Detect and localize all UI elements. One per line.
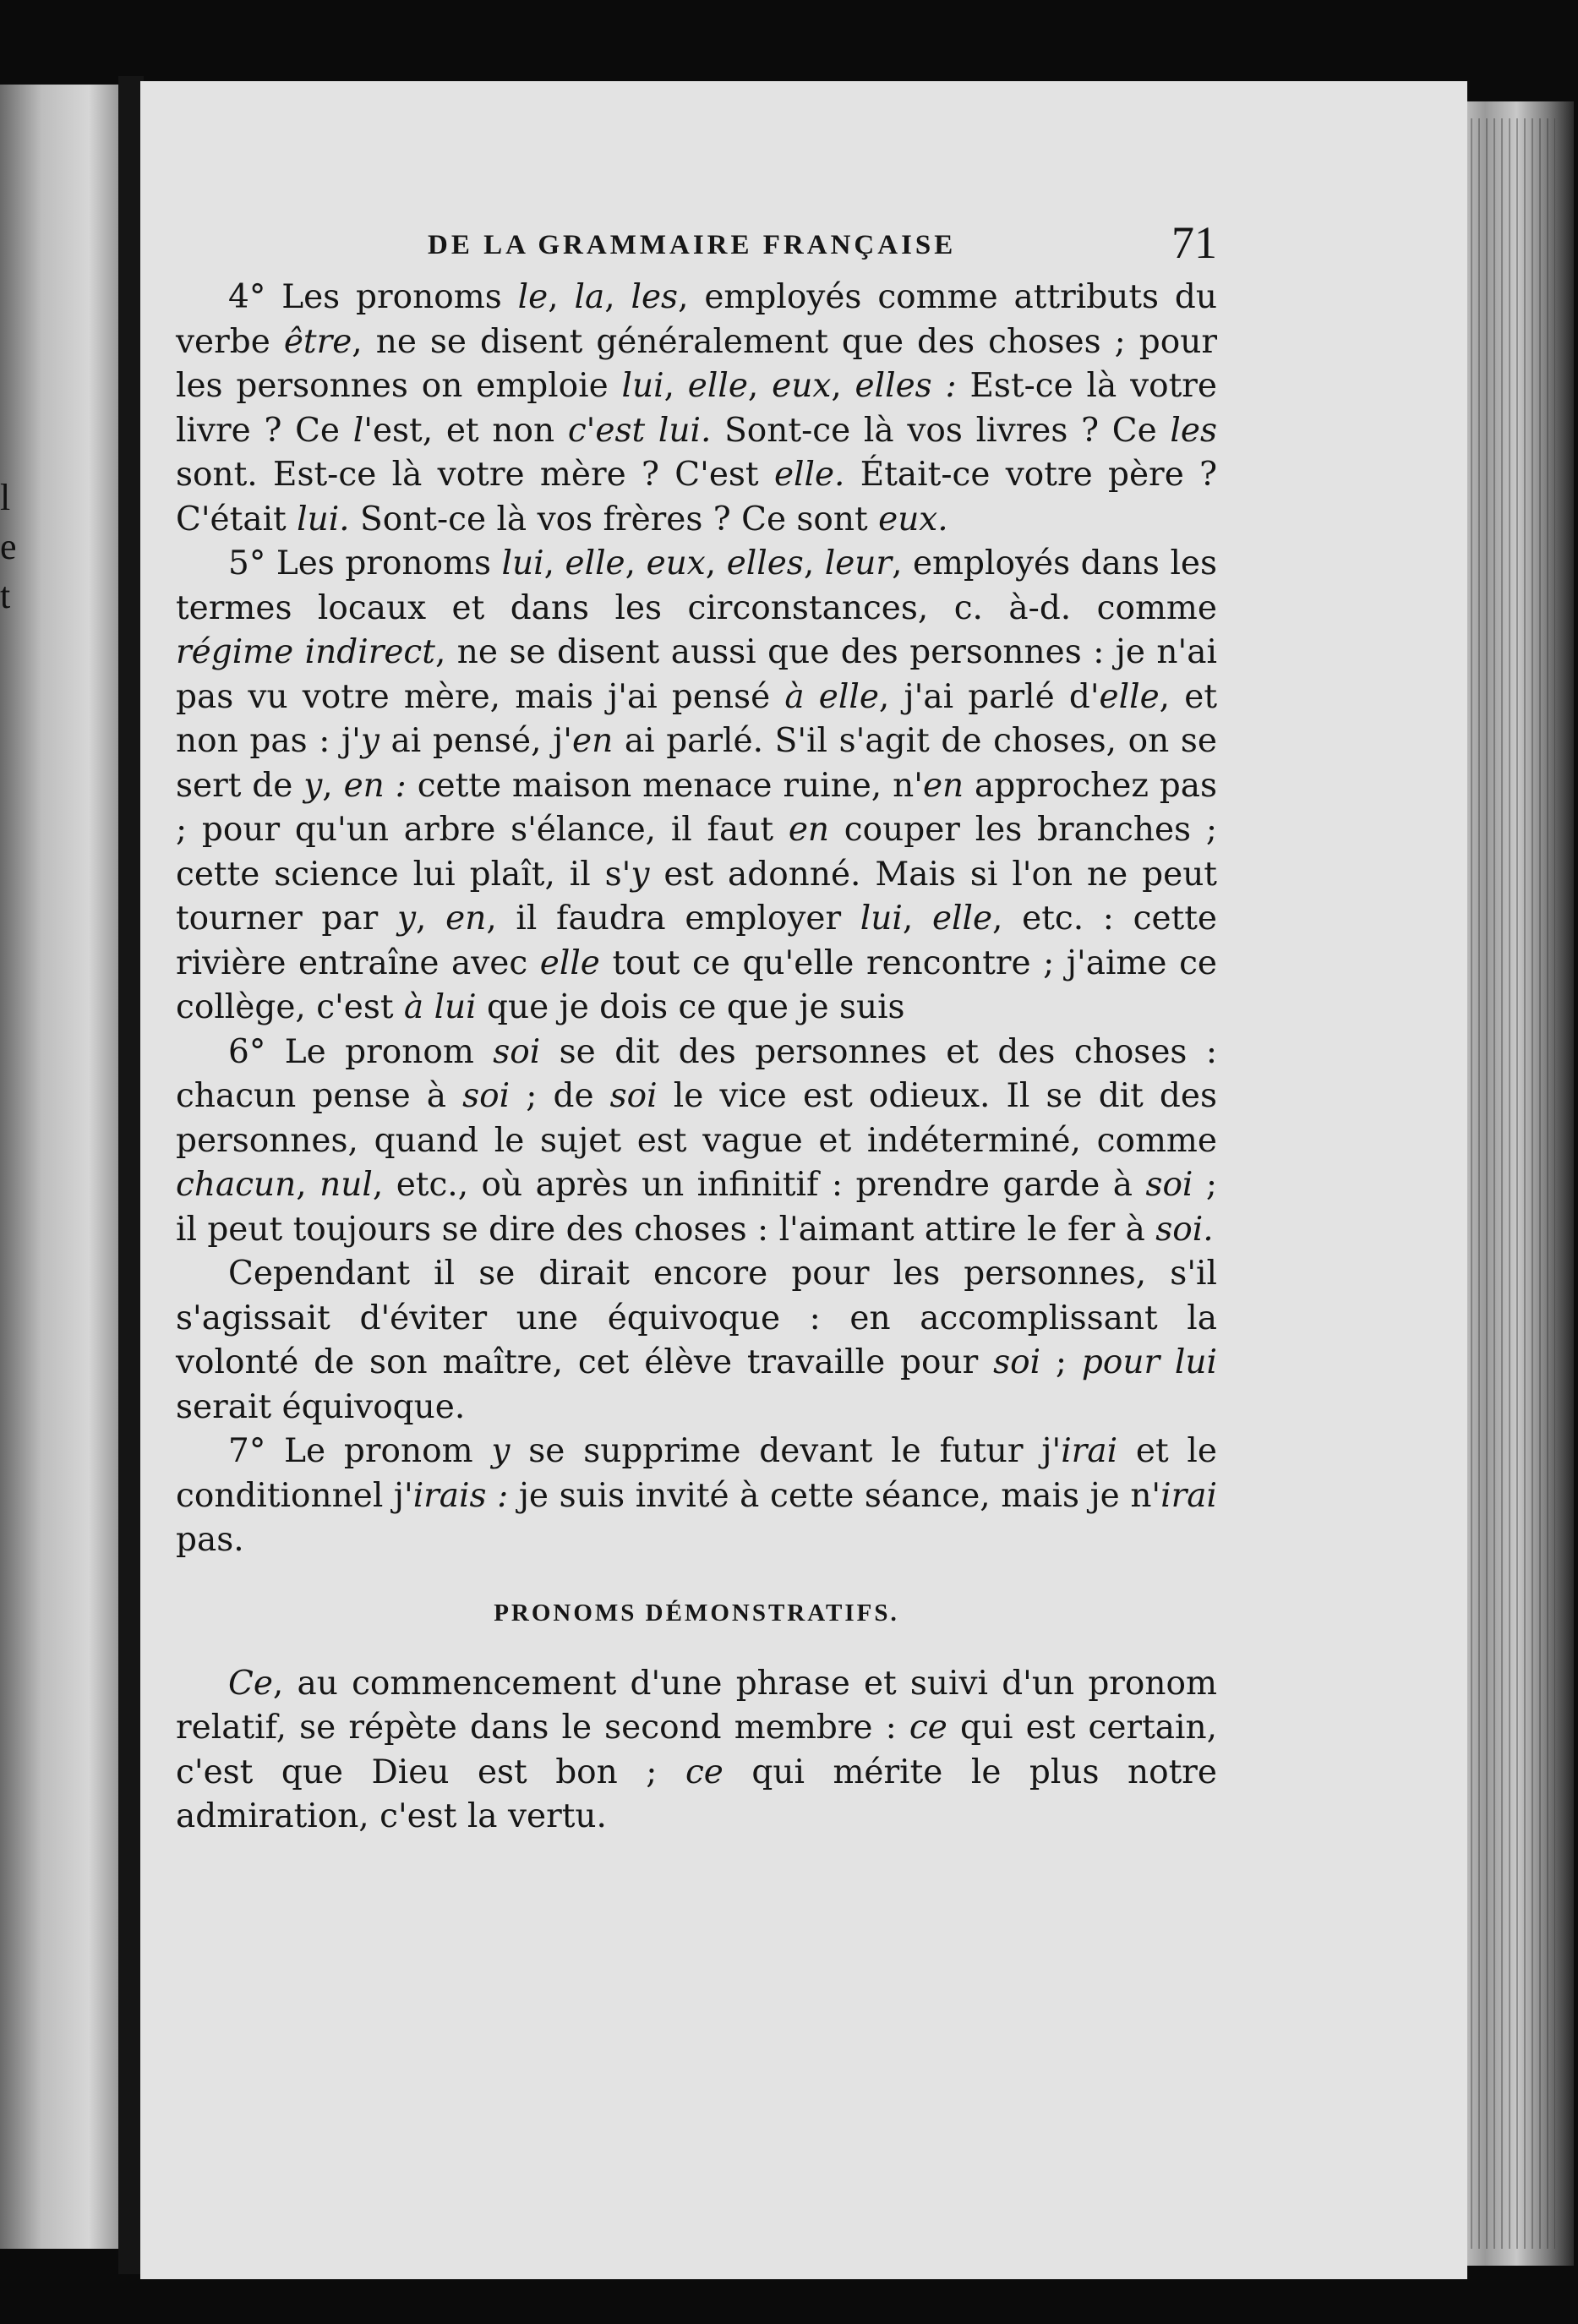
- paragraph-5: [176, 542, 1217, 1031]
- italic-run: en: [922, 766, 964, 805]
- left-fragment: l: [0, 477, 11, 518]
- italic-run: eux: [772, 367, 832, 405]
- italic-run: être: [283, 322, 352, 361]
- text-run: , etc., où après un infinitif : prendre garde à: [372, 1166, 1146, 1204]
- paragraph-6: [176, 1031, 1217, 1253]
- text-run: ,: [902, 900, 932, 938]
- text-run: ; de: [510, 1077, 610, 1115]
- italic-run: lui: [621, 367, 664, 405]
- italic-run: l': [352, 411, 373, 450]
- italic-run: y: [396, 900, 417, 938]
- text-run: ai parlé. S'il s'agit de choses, on se sert de: [176, 722, 1217, 805]
- text-run: ,: [705, 544, 727, 582]
- text-run: 6° Le pronom: [228, 1032, 494, 1071]
- text-run: approchez pas ; pour qu'un arbre s'élance, il faut: [176, 766, 1218, 849]
- italic-run: nul: [319, 1166, 373, 1204]
- text-run: tout ce qu'elle rencontre ; j'aime ce collège, c'est: [176, 943, 1217, 1026]
- italic-run: irai: [1160, 1476, 1217, 1515]
- text-run: ,: [747, 367, 773, 405]
- text-run: , etc. : cette rivière entraîne avec: [176, 900, 1217, 982]
- text-run: est adonné. Mais si l'on ne peut tourner par: [176, 855, 1217, 938]
- italic-run: Ce: [228, 1664, 273, 1703]
- italic-run: soi: [609, 1077, 658, 1115]
- paragraph-4: [176, 276, 1217, 542]
- italic-run: en: [788, 811, 830, 849]
- text-run: Est-ce là votre livre ? Ce: [176, 367, 1217, 450]
- text-run: le vice est odieux. Il se dit des personnes, quand le sujet est vague et indéterminé, comme: [176, 1077, 1217, 1160]
- text-run: , au commencement d'une phrase et suivi d'un pronom relatif, se répète dans le second membre :: [176, 1664, 1217, 1747]
- page-stack-lines: [1471, 118, 1555, 2249]
- italic-run: y: [303, 766, 323, 805]
- italic-run: elle: [539, 943, 600, 982]
- text-run: ,: [803, 544, 825, 582]
- italic-run: eux: [646, 544, 706, 582]
- text-run: Cependant il se dirait encore pour les personnes, s'il s'agissait d'éviter une équivoque : en accomplissant la volonté de son maître, cet élève travaille pour: [176, 1255, 1217, 1381]
- page-number: 71: [1171, 217, 1217, 268]
- text-run: ,: [663, 367, 688, 405]
- italic-run: soi: [993, 1343, 1041, 1381]
- italic-run: leur: [824, 544, 893, 582]
- italic-run: soi: [1145, 1166, 1193, 1204]
- italic-run: ce: [685, 1753, 723, 1791]
- text-run: , j'ai parlé d': [878, 677, 1100, 716]
- text-run: serait équivoque.: [176, 1387, 466, 1426]
- italic-run: elles: [726, 544, 804, 582]
- paragraph-7: [176, 1430, 1217, 1563]
- italic-run: elle.: [773, 456, 845, 494]
- page-content: [176, 211, 1217, 1840]
- text-run: ,: [548, 278, 575, 316]
- text-run: ai pensé, j': [379, 722, 572, 760]
- italic-run: irai: [1061, 1432, 1118, 1470]
- text-run: , employés comme attributs du verbe: [176, 278, 1218, 361]
- italic-run: soi: [462, 1077, 511, 1115]
- italic-run: elle: [687, 367, 748, 405]
- text-run: Sont-ce là vos frères ? Ce sont: [349, 500, 879, 539]
- italic-run: à lui: [403, 988, 477, 1026]
- text-run: 7° Le pronom: [228, 1432, 492, 1470]
- paragraph-demonstratifs: [176, 1662, 1217, 1840]
- italic-run: pour lui: [1081, 1343, 1217, 1381]
- text-run: qui mérite le plus notre admiration, c'est la vertu.: [176, 1753, 1217, 1835]
- text-run: , employés dans les termes locaux et dans les circonstances, c. à-d. comme: [176, 544, 1218, 627]
- text-run: qui est certain, c'est que Dieu est bon ;: [176, 1709, 1217, 1791]
- text-run: ; il peut toujours se dire des choses : l'aimant attire le fer à: [176, 1166, 1217, 1249]
- text-run: couper les branches ; cette science lui plaît, il s': [176, 811, 1217, 894]
- italic-run: le: [517, 278, 549, 316]
- italic-run: les: [631, 278, 679, 316]
- text-run: ,: [604, 278, 631, 316]
- paragraph-cependant: [176, 1252, 1217, 1430]
- left-page-fragments: [0, 473, 17, 621]
- left-fragment: e: [0, 526, 17, 567]
- text-run: est, et non: [372, 411, 568, 450]
- italic-run: y: [631, 855, 650, 894]
- text-run: Sont-ce là vos livres ? Ce: [711, 411, 1171, 450]
- text-run: que je dois ce que je suis: [476, 988, 905, 1026]
- italic-run: soi: [493, 1032, 541, 1071]
- italic-run: y: [360, 722, 379, 760]
- text-run: 5° Les pronoms: [228, 544, 502, 582]
- text-run: , ne se disent aussi que des personnes : je n'ai pas vu votre mère, mais j'ai pensé: [176, 633, 1217, 716]
- running-head-title: DE LA GRAMMAIRE FRANÇAISE: [428, 230, 957, 260]
- italic-run: irais :: [412, 1476, 509, 1515]
- text-run: ,: [543, 544, 565, 582]
- italic-run: en :: [343, 766, 407, 805]
- text-run: ;: [1040, 1343, 1082, 1381]
- italic-run: régime indirect: [176, 633, 435, 671]
- italic-run: à elle: [784, 677, 879, 716]
- italic-run: elles :: [855, 367, 957, 405]
- left-page-edge: [0, 85, 118, 2249]
- italic-run: elle: [931, 900, 993, 938]
- section-heading: PRONOMS DÉMONSTRATIFS.: [494, 1599, 899, 1627]
- italic-run: elle: [565, 544, 625, 582]
- italic-run: y: [491, 1432, 511, 1470]
- text-run: pas.: [176, 1521, 244, 1559]
- text-run: Était-ce votre père ? C'était: [176, 456, 1218, 539]
- text-run: ,: [416, 900, 446, 938]
- text-run: 4° Les pronoms: [228, 278, 518, 316]
- italic-run: en: [571, 722, 614, 760]
- italic-run: eux.: [878, 500, 948, 539]
- italic-run: lui: [501, 544, 544, 582]
- text-run: se dit des personnes et des choses : chacun pense à: [176, 1032, 1217, 1115]
- italic-run: c'est lui.: [567, 411, 712, 450]
- italic-run: elle: [1099, 677, 1160, 716]
- text-run: , et non pas : j': [176, 677, 1218, 760]
- text-run: ,: [296, 1166, 320, 1204]
- italic-run: en: [445, 900, 487, 938]
- text-run: et le conditionnel j': [176, 1432, 1217, 1515]
- italic-run: les: [1170, 411, 1217, 450]
- italic-run: chacun: [176, 1166, 297, 1204]
- text-run: , il faudra employer: [486, 900, 860, 938]
- text-run: se supprime devant le futur j': [510, 1432, 1062, 1470]
- text-run: je suis invité à cette séance, mais je n': [508, 1476, 1161, 1515]
- text-run: , ne se disent généralement que des choses ; pour les personnes on emploie: [176, 322, 1217, 405]
- italic-run: lui: [860, 900, 903, 938]
- italic-run: la: [574, 278, 605, 316]
- italic-run: ce: [909, 1709, 947, 1747]
- running-head: [176, 211, 1217, 271]
- text-run: ,: [625, 544, 647, 582]
- text-run: sont. Est-ce là votre mère ? C'est: [176, 456, 774, 494]
- text-run: ,: [831, 367, 855, 405]
- italic-run: lui.: [297, 500, 350, 539]
- italic-run: soi.: [1155, 1210, 1214, 1249]
- text-run: cette maison menace ruine, n': [406, 766, 923, 805]
- text-run: ,: [322, 766, 344, 805]
- left-fragment: t: [0, 575, 11, 616]
